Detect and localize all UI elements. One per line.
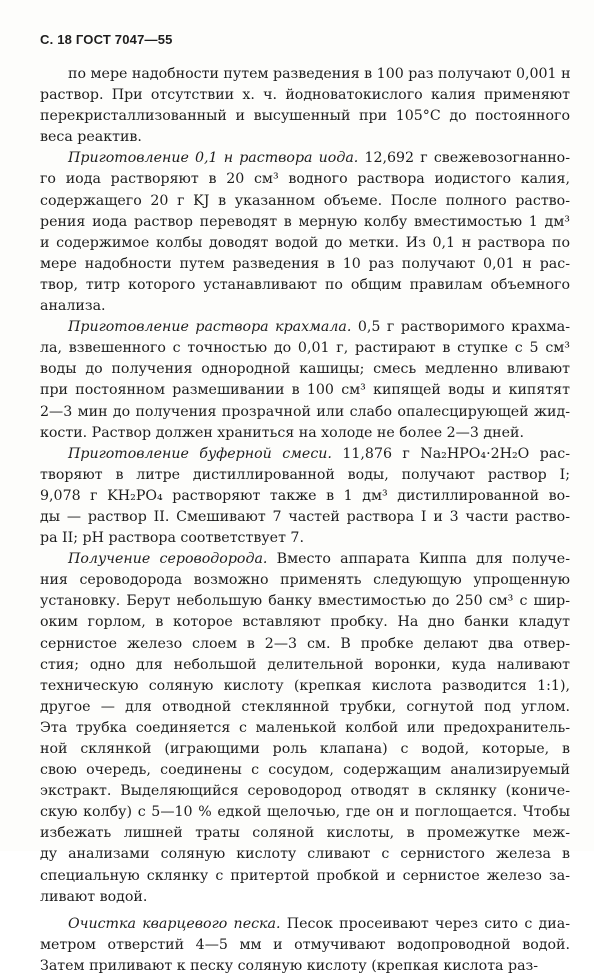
text-line <box>40 697 570 718</box>
text-line <box>40 956 570 977</box>
text-line <box>40 402 570 423</box>
line-text: по мере надобности путем разведения в 100 раз получают 0,001 н <box>68 66 571 82</box>
line-text: го иода растворяют в 20 см³ водного раствора иодистого калия, <box>40 171 570 188</box>
page-header: С. 18 ГОСТ 7047—55 <box>40 32 173 47</box>
text-line <box>40 823 570 844</box>
text-line <box>40 106 570 127</box>
line-text: воды до получения однородной кашицы; смесь медленно вливают <box>40 361 570 378</box>
document-body <box>40 64 570 977</box>
line-text: ливают водой. <box>40 888 148 905</box>
line-text: экстракт. Выделяющийся сероводород отводят в склянку (кониче- <box>40 783 570 800</box>
text-line <box>40 634 570 655</box>
line-text: ды — раствор II. Смешивают 7 частей раствора I и 3 части раство- <box>40 508 570 525</box>
line-text: 9,078 г KH₂PO₄ растворяют также в 1 дм³ дистиллированной во- <box>40 487 570 504</box>
text-line <box>40 528 570 549</box>
line-text: Вместо аппарата Киппа для получе- <box>267 551 570 568</box>
line-text: свою очередь, соединены с сосудом, содержащим анализируемый <box>40 762 570 779</box>
paragraph-heading: Приготовление 0,1 н раствора иода. <box>68 150 359 167</box>
paragraph-heading: Очистка кварцевого песка. <box>68 915 281 932</box>
paragraph-heading: Приготовление раствора крахмала. <box>68 319 352 336</box>
text-line <box>40 655 570 676</box>
text-line <box>40 296 570 317</box>
line-text: оким горлом, в которое вставляют пробку. На дно банки кладут <box>40 614 570 631</box>
line-text: 2—3 мин до получения прозрачной или слабо опалесцирующей жид- <box>40 403 570 420</box>
text-line <box>40 844 570 865</box>
text-line <box>40 380 570 401</box>
text-line <box>40 676 570 697</box>
line-text: кости. Раствор должен храниться на холоде не более 2—3 дней. <box>40 424 524 441</box>
text-line <box>40 570 570 591</box>
text-line <box>40 465 570 486</box>
line-text: творяют в литре дистиллированной воды, получают раствор I; <box>40 466 570 483</box>
line-text: и содержимое колбы доводят водой до метки. Из 0,1 н раствора по <box>40 234 570 251</box>
line-text: стия; одно для небольшой делительной воронки, куда наливают <box>40 656 570 673</box>
line-text: другое — для отводной стеклянной трубки, согнутой под углом. <box>40 698 570 715</box>
line-text: скую колбу) с 5—10 % едкой щелочью, где он и поглощается. Чтобы <box>40 804 570 821</box>
paragraph <box>40 444 570 549</box>
line-text: ра II; pH раствора соответствует 7. <box>40 530 304 547</box>
line-text: мере надобности путем разведения в 10 раз получают 0,01 н рас- <box>40 255 570 272</box>
text-line <box>40 169 570 190</box>
text-line <box>40 359 570 380</box>
line-text: 12,692 г свежевозогнанно- <box>358 150 570 167</box>
text-line <box>40 914 570 935</box>
line-text: специальную склянку с притертой пробкой и сернистое железо за- <box>40 867 570 884</box>
text-line <box>40 591 570 612</box>
text-line <box>40 64 570 85</box>
line-text: твор, титр которого устанавливают по общим правилам объемного <box>40 276 570 293</box>
paragraph <box>40 148 570 317</box>
line-text: раствор. При отсутствии х. ч. йодноватокислого калия применяют <box>40 87 570 104</box>
paragraph <box>40 317 570 444</box>
line-text: рения иода раствор переводят в мерную колбу вместимостью 1 дм³ <box>40 213 570 230</box>
paragraph <box>40 908 570 977</box>
line-text: Эта трубка соединяется с маленькой колбой или предохранитель- <box>40 719 570 736</box>
line-text: веса реактив. <box>40 129 142 146</box>
text-line <box>40 718 570 739</box>
text-line <box>40 148 570 169</box>
line-text: сернистое железо слоем в 2—3 см. В пробке делают два отвер- <box>40 635 570 652</box>
paragraph-heading: Приготовление буферной смеси. <box>68 445 332 462</box>
text-line <box>40 507 570 528</box>
text-line <box>40 275 570 296</box>
line-text: избежать лишней траты соляной кислоты, в промежутке меж- <box>40 825 570 842</box>
text-line <box>40 612 570 633</box>
text-line <box>40 739 570 760</box>
line-text: Затем приливают к песку соляную кислоту (крепкая кислота раз- <box>40 957 539 974</box>
text-line <box>40 127 570 148</box>
text-line <box>40 423 570 444</box>
line-text: техническую соляную кислоту (крепкая кислота разводится 1:1), <box>40 677 570 694</box>
text-line <box>40 935 570 956</box>
text-line <box>40 191 570 212</box>
text-line <box>40 802 570 823</box>
line-text: установку. Берут небольшую банку вместимостью до 250 см³ с шир- <box>40 593 570 610</box>
text-line <box>40 486 570 507</box>
text-line <box>40 444 570 465</box>
text-line <box>40 338 570 359</box>
text-line <box>40 781 570 802</box>
text-line <box>40 254 570 275</box>
line-text: Песок просеивают через сито с диа- <box>280 915 570 932</box>
line-text: перекристаллизованный и высушенный при 105°С до постоянного <box>40 108 570 125</box>
line-text: анализа. <box>40 298 106 315</box>
text-line <box>40 233 570 254</box>
text-line <box>40 549 570 570</box>
line-text: 0,5 г растворимого крахма- <box>351 319 570 336</box>
line-text: ду анализами соляную кислоту сливают с сернистого железа в <box>40 846 570 863</box>
line-text: содержащего 20 г KJ в указанном объеме. После полного раство- <box>40 192 570 209</box>
paragraph <box>40 549 570 908</box>
line-text: 11,876 г Na₂HPO₄·2H₂O рас- <box>331 445 571 462</box>
text-line <box>40 85 570 106</box>
paragraph-heading: Получение сероводорода. <box>68 551 268 568</box>
text-line <box>40 760 570 781</box>
text-line <box>40 317 570 338</box>
text-line <box>40 887 570 908</box>
line-text: ния сероводорода возможно применять следующую упрощенную <box>40 572 570 589</box>
text-line <box>40 866 570 887</box>
paragraph <box>40 64 570 148</box>
line-text: при постоянном размешивании в 100 см³ кипящей воды и кипятят <box>40 382 570 399</box>
text-line <box>40 212 570 233</box>
line-text: ла, взвешенного с точностью до 0,01 г, растирают в ступке с 5 см³ <box>40 340 570 357</box>
line-text: ной склянкой (играющими роль клапана) с водой, которые, в <box>40 741 570 757</box>
line-text: метром отверстий 4—5 мм и отмучивают водопроводной водой. <box>40 936 570 953</box>
